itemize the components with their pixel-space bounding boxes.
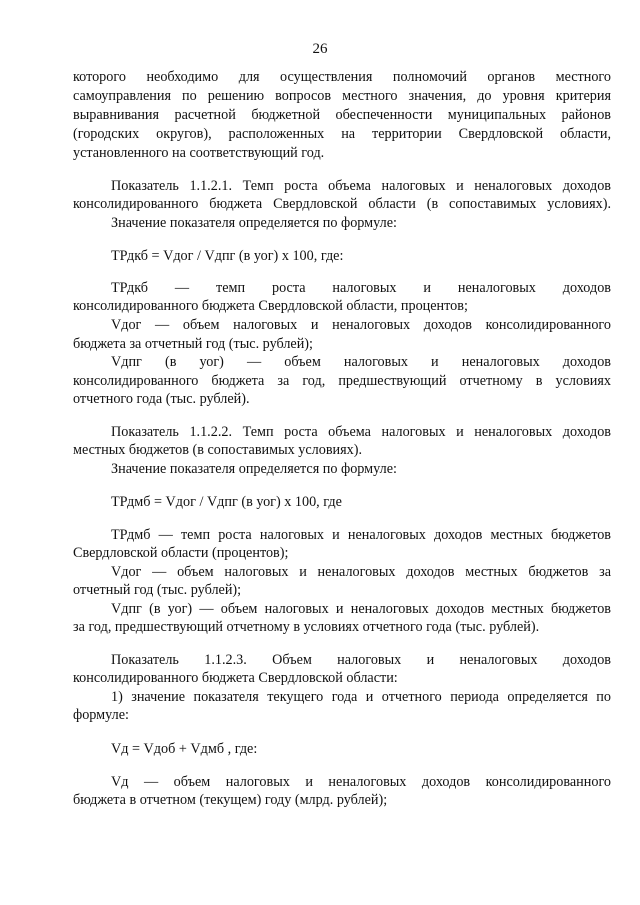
- formula: ТРдмб = Vдог / Vдпг (в уог) х 100, где: [111, 494, 342, 510]
- text-line: выравнивания расчетной бюджетной обеспеченности муниципальных районов: [73, 107, 611, 123]
- text-line: отчетный год (тыс. рублей);: [73, 582, 242, 598]
- page-number: 26: [312, 41, 328, 57]
- definition-line: Vдпг (в уог) — объем налоговых и неналоговых доходов: [111, 354, 611, 370]
- text-line: консолидированного бюджета Свердловской области, процентов;: [73, 298, 468, 314]
- text-line: бюджета в отчетном (текущем) году (млрд. рублей);: [73, 792, 388, 808]
- text-line: консолидированного бюджета за год, предшествующий отчетному в условиях: [73, 373, 611, 389]
- text-line: Свердловской области (процентов);: [73, 545, 289, 561]
- text-line: консолидированного бюджета Свердловской области (в сопоставимых условиях).: [73, 196, 611, 212]
- text-line: бюджета за отчетный год (тыс. рублей);: [73, 336, 313, 352]
- indicator-heading: Показатель 1.1.2.2. Темп роста объема налоговых и неналоговых доходов: [111, 424, 611, 440]
- text-line: самоуправления по решению вопросов местного значения, до уровня критерия: [73, 88, 611, 104]
- text-line: установленного на соответствующий год.: [73, 145, 325, 161]
- text-line: (городских округов), расположенных на территории Свердловской области,: [73, 126, 611, 142]
- list-item: 1) значение показателя текущего года и отчетного периода определяется по: [111, 689, 611, 705]
- text-line: консолидированного бюджета Свердловской области:: [73, 670, 398, 686]
- indicator-heading: Показатель 1.1.2.3. Объем налоговых и неналоговых доходов: [111, 652, 611, 668]
- text-line: Значение показателя определяется по формуле:: [111, 461, 397, 477]
- definition-line: Vдог — объем налоговых и неналоговых доходов консолидированного: [111, 317, 611, 333]
- text-line: формуле:: [73, 707, 129, 723]
- indicator-heading: Показатель 1.1.2.1. Темп роста объема налоговых и неналоговых доходов: [111, 178, 611, 194]
- definition-line: ТРдмб — темп роста налоговых и неналоговых доходов местных бюджетов: [111, 527, 611, 543]
- text-line: которого необходимо для осуществления полномочий органов местного: [73, 69, 611, 85]
- definition-line: Vдог — объем налоговых и неналоговых доходов местных бюджетов за: [111, 564, 611, 580]
- definition-line: Vдпг (в уог) — объем налоговых и неналоговых доходов местных бюджетов: [111, 601, 611, 617]
- formula: Vд = Vдоб + Vдмб , где:: [111, 741, 258, 757]
- definition-line: ТРдкб — темп роста налоговых и неналоговых доходов: [111, 280, 611, 296]
- text-line: местных бюджетов (в сопоставимых условиях).: [73, 442, 363, 458]
- formula: ТРдкб = Vдог / Vдпг (в уог) х 100, где:: [111, 248, 344, 264]
- definition-line: Vд — объем налоговых и неналоговых доходов консолидированного: [111, 774, 611, 790]
- text-line: Значение показателя определяется по формуле:: [111, 215, 397, 231]
- text-line: за год, предшествующий отчетному в условиях отчетного года (тыс. рублей).: [73, 619, 540, 635]
- text-line: отчетного года (тыс. рублей).: [73, 391, 250, 407]
